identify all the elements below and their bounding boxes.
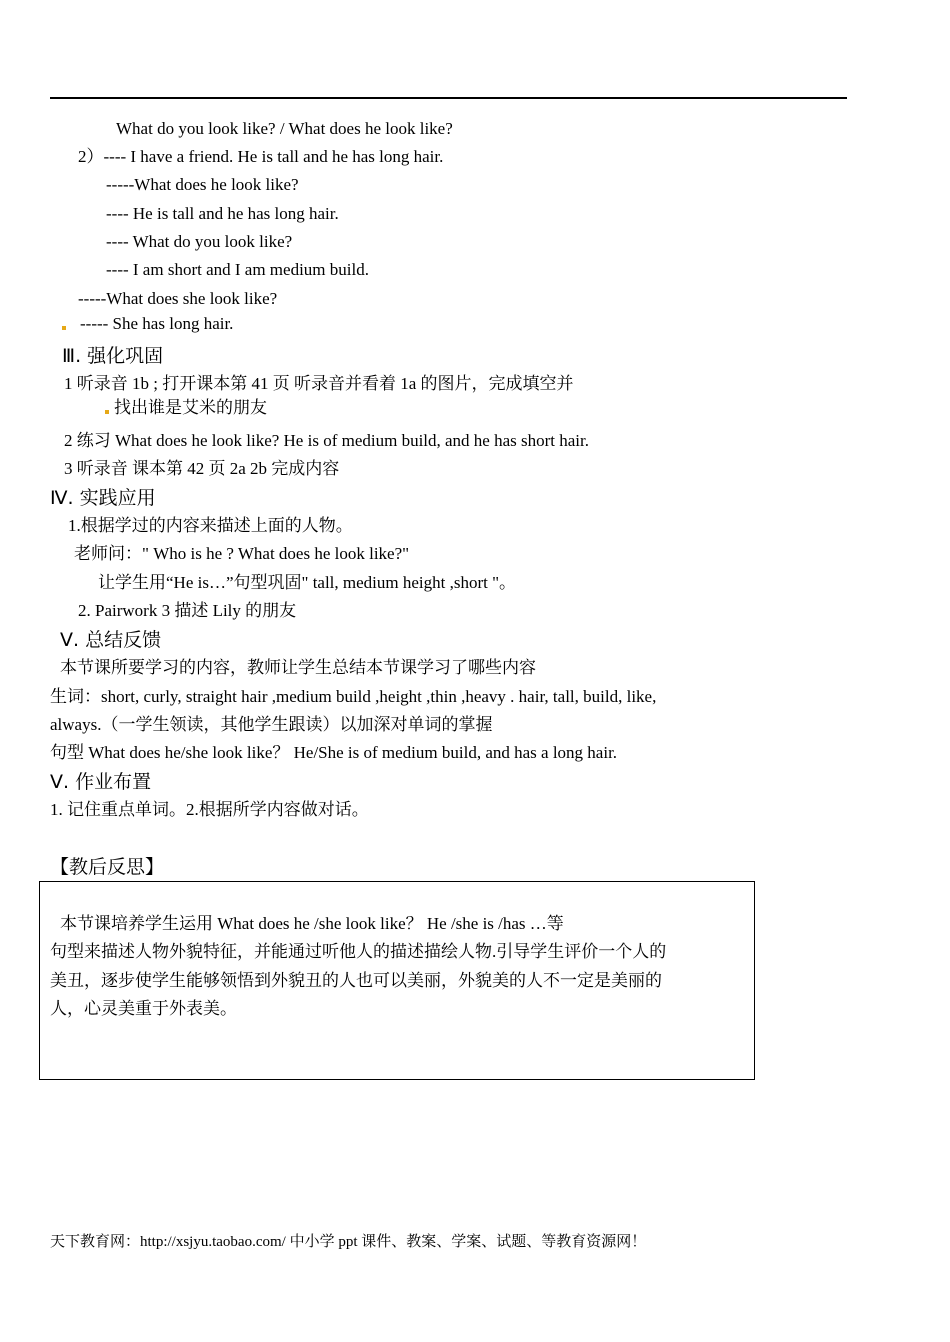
section-heading-4: Ⅳ. 实践应用 [50,487,156,509]
marker-dot [105,410,109,414]
section5-words-2: always.（一学生领读，其他学生跟读）以加深对单词的掌握 [50,715,493,734]
section4-teacher: 老师问：" Who is he ? What does he look like?" [74,544,410,563]
dialogue-line-2: 2）---- I have a friend. He is tall and he has long hair. [78,147,444,166]
section-heading-5: Ⅴ. 总结反馈 [60,629,162,651]
section5-intro: 本节课所要学习的内容，教师让学生总结本节课学习了哪些内容 [60,658,536,677]
section3-item-2: 2 练习 What does he look like? He is of medium build, and he has short hair. [64,431,590,450]
section3-item-3: 3 听录音 课本第 42 页 2a 2b 完成内容 [64,459,340,478]
section4-item-2: 2. Pairwork 3 描述 Lily 的朋友 [78,601,297,620]
dialogue-line-5: ---- What do you look like? [106,232,293,251]
dialogue-line-3: -----What does he look like? [106,175,299,194]
dialogue-line-8: ----- She has long hair. [80,314,234,333]
marker-dot [62,326,66,330]
section4-item-1: 1.根据学过的内容来描述上面的人物。 [68,516,353,535]
reflection-line-3: 美丑，逐步使学生能够领悟到外貌丑的人也可以美丽，外貌美的人不一定是美丽的 [50,971,662,990]
section4-students: 让学生用“He is…”句型巩固" tall, medium height ,short "。 [98,573,517,592]
dialogue-line-1: What do you look like? / What does he look like? [116,119,453,138]
dialogue-line-7: -----What does she look like? [78,289,278,308]
reflection-heading: 【教后反思】 [50,856,165,878]
reflection-line-2: 句型来描述人物外貌特征，并能通过听他人的描述描绘人物.引导学生评价一个人的 [50,942,667,961]
reflection-line-4: 人，心灵美重于外表美。 [50,999,237,1018]
section-heading-6: Ⅴ. 作业布置 [50,771,152,793]
dialogue-line-4: ---- He is tall and he has long hair. [106,204,339,223]
section5-words-1: 生词：short, curly, straight hair ,medium build ,height ,thin ,heavy . hair, tall, build, like, [50,687,657,706]
homework-line: 1. 记住重点单词。2.根据所学内容做对话。 [50,800,369,819]
section-heading-3: Ⅲ. 强化巩固 [62,345,164,367]
dialogue-line-6: ---- I am short and I am medium build. [106,260,369,279]
section3-item-1b: 找出谁是艾米的朋友 [114,398,267,417]
footer-text: 天下教育网：http://xsjyu.taobao.com/ 中小学 ppt 课件、教案、学案、试题、等教育资源网！ [50,1234,647,1250]
section5-pattern: 句型 What does he/she look like？ He/She is of medium build, and has a long hair. [50,743,618,762]
reflection-line-1: 本节课培养学生运用 What does he /she look like？ He /she is /has …等 [60,914,564,933]
section3-item-1a: 1 听录音 1b ; 打开课本第 41 页 听录音并看着 1a 的图片，完成填空并 [64,374,574,393]
header-rule [50,97,847,99]
